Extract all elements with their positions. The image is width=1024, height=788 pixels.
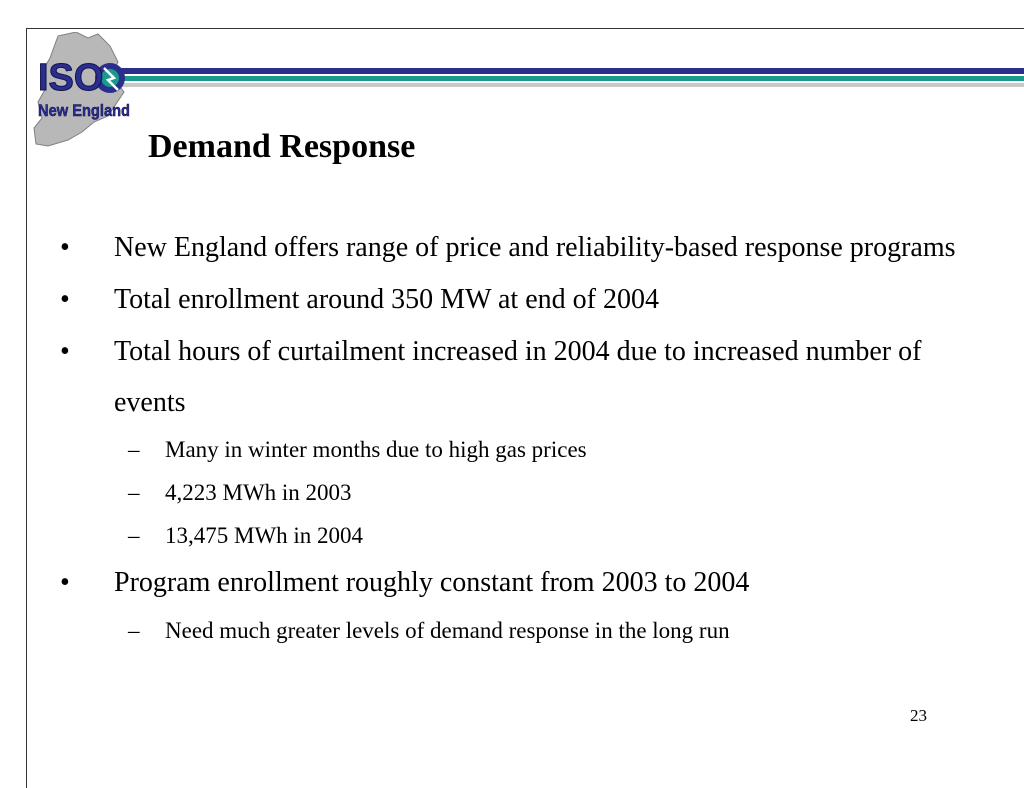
bullet-mark: • (60, 567, 70, 598)
page-number: 23 (910, 706, 927, 725)
stripe-blue (118, 68, 1024, 74)
bullet-text: Program enrollment roughly constant from 2003 to 2004 (114, 567, 750, 598)
sub-bullet-mark: – (128, 480, 140, 505)
slide-title: Demand Response (148, 128, 416, 165)
sub-bullet-item (128, 471, 990, 514)
bullet-text: Total hours of curtailment increased in 2004 due to increased number of events (114, 336, 922, 418)
sub-bullet-item (128, 428, 990, 471)
stripe-teal (118, 76, 1024, 81)
bullet-mark: • (60, 336, 70, 367)
sub-bullet-item (128, 514, 990, 557)
sub-bullet-text: Many in winter months due to high gas prices (165, 437, 587, 462)
stripe-grey (118, 83, 1024, 87)
logo-new-england-text: New England (38, 101, 130, 120)
header-stripes (118, 68, 1024, 89)
logo-iso-text: ISO (38, 57, 104, 99)
bullet-item (60, 222, 990, 274)
bullet-item (60, 557, 990, 609)
bullet-item (60, 326, 990, 428)
sub-bullet-mark: – (128, 618, 140, 643)
bullet-item (60, 274, 990, 326)
sub-bullet-mark: – (128, 437, 140, 462)
bullet-text: Total enrollment around 350 MW at end of 2004 (114, 284, 659, 315)
bullet-mark: • (60, 284, 70, 315)
iso-new-england-logo (28, 32, 138, 150)
sub-bullet-text: 13,475 MWh in 2004 (165, 523, 364, 548)
sub-bullet-mark: – (128, 523, 140, 548)
bullet-list (60, 222, 990, 652)
bullet-text: New England offers range of price and reliability-based response programs (114, 232, 956, 263)
bullet-mark: • (60, 232, 70, 263)
sub-bullet-item (128, 609, 990, 652)
sub-bullet-text: 4,223 MWh in 2003 (165, 480, 352, 505)
sub-bullet-text: Need much greater levels of demand response in the long run (165, 618, 730, 643)
